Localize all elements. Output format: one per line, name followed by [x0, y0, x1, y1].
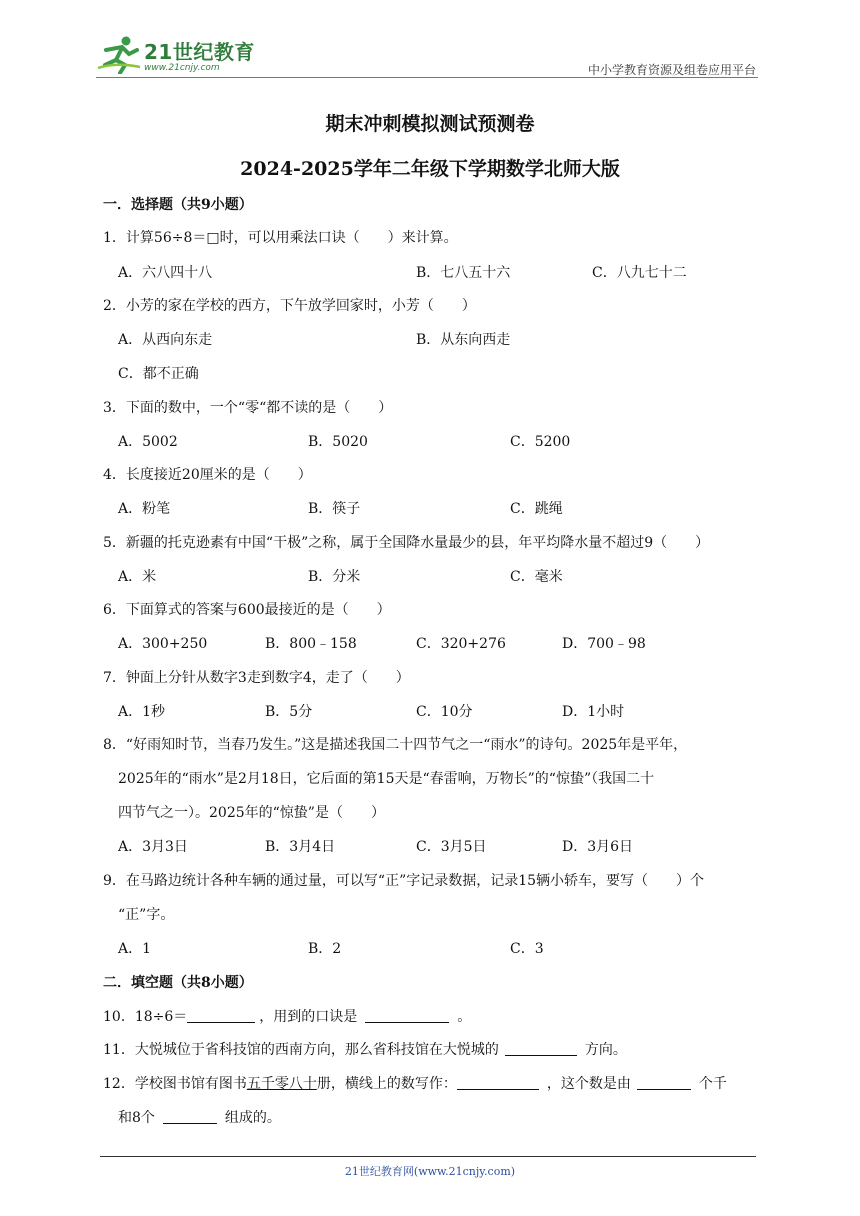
- question-5-stem: 5．新疆的托克逊素有中国“干极”之称，属于全国降水量最少的县，年平均降水量不超过9（ ）: [103, 535, 710, 551]
- question-12-blank-2[interactable]: [637, 1075, 691, 1090]
- question-4-stem: 4．长度接近20厘米的是（ ）: [103, 467, 312, 483]
- question-8-stem-line-2: 2025年的“雨水”是2月18日，它后面的第15天是“春雷响，万物长”的“惊蛰”（我国二十: [118, 771, 655, 787]
- question-6-option-c: C．320+276: [416, 636, 506, 652]
- question-10-blank-2[interactable]: [365, 1008, 449, 1023]
- question-10-text-1: 10．18÷6＝: [103, 1009, 188, 1025]
- question-1-option-b: B．七八五十六: [416, 265, 511, 281]
- question-7-stem: 7．钟面上分针从数字3走到数字4，走了（ ）: [103, 670, 410, 686]
- question-12-text-2: 册，横线上的数写作：: [316, 1076, 457, 1092]
- section-heading-choice: 一．选择题（共9小题）: [103, 197, 253, 213]
- question-11-text-1: 11．大悦城位于省科技馆的西南方向，那么省科技馆在大悦城的: [103, 1042, 499, 1058]
- question-10-blank-1[interactable]: [187, 1008, 255, 1023]
- question-12-text-3: ，这个数是由: [546, 1076, 631, 1092]
- question-1-stem: 1．计算56÷8＝□时，可以用乘法口诀（ ）来计算。: [103, 230, 458, 246]
- question-3-option-c: C．5200: [510, 434, 571, 450]
- question-8-stem-line-1: 8．“好雨知时节，当春乃发生。”这是描述我国二十四节气之一“雨水”的诗句。2025年是平年，: [103, 737, 688, 753]
- question-2-option-a: A．从西向东走: [118, 332, 213, 348]
- question-3-option-a: A．5002: [118, 434, 178, 450]
- section-heading-fill: 二．填空题（共8小题）: [103, 975, 253, 991]
- logo-url-text: www.21cnjy.com: [144, 63, 220, 73]
- question-1-option-a: A．六八四十八: [118, 265, 213, 281]
- question-5-option-c: C．毫米: [510, 569, 563, 585]
- question-12-text-4: 个千: [698, 1076, 727, 1092]
- question-12-text-1: 12．学校图书馆有图书: [103, 1076, 247, 1092]
- footer-divider: [100, 1156, 756, 1157]
- logo-main-text: 21世纪教育: [144, 40, 255, 64]
- question-11-text-2: 方向。: [584, 1042, 627, 1058]
- question-12-text-5: 和8个: [118, 1110, 155, 1126]
- question-9-option-b: B．2: [308, 941, 342, 957]
- header-platform-text: 中小学教育资源及组卷应用平台: [587, 63, 756, 77]
- question-8-option-c: C．3月5日: [416, 839, 487, 855]
- page-subtitle: 2024-2025学年二年级下学期数学北师大版: [240, 158, 620, 180]
- question-10: [103, 1007, 471, 1027]
- question-5-option-b: B．分米: [308, 569, 361, 585]
- question-10-text-2: ，用到的口诀是: [259, 1009, 358, 1025]
- question-12-blank-1[interactable]: [457, 1075, 539, 1090]
- question-9-option-a: A．1: [118, 941, 152, 957]
- page-title: 期末冲刺模拟测试预测卷: [325, 113, 535, 135]
- question-5-option-a: A．米: [118, 569, 157, 585]
- runner-logo-icon: [96, 34, 142, 74]
- question-12-underlined-number: 五千零八十: [246, 1076, 317, 1092]
- question-12-line-1: [103, 1074, 727, 1094]
- question-4-option-c: C．跳绳: [510, 501, 563, 517]
- question-11-blank[interactable]: [505, 1041, 577, 1056]
- question-12-blank-3[interactable]: [163, 1109, 217, 1124]
- question-10-text-3: 。: [457, 1009, 472, 1025]
- question-6-option-b: B．800﹣158: [265, 636, 357, 652]
- question-6-stem: 6．下面算式的答案与600最接近的是（ ）: [103, 602, 391, 618]
- question-12-line-2: [118, 1108, 281, 1128]
- question-8-option-a: A．3月3日: [118, 839, 188, 855]
- site-logo: [96, 34, 255, 74]
- question-8-option-d: D．3月6日: [562, 839, 634, 855]
- question-2-option-c: C．都不正确: [118, 366, 199, 382]
- question-8-option-b: B．3月4日: [265, 839, 336, 855]
- question-9-stem-line-2: “正”字。: [118, 907, 175, 923]
- question-9-option-c: C．3: [510, 941, 544, 957]
- logo-text: [144, 41, 255, 74]
- question-4-option-b: B．筷子: [308, 501, 361, 517]
- question-2-stem: 2．小芳的家在学校的西方，下午放学回家时，小芳（ ）: [103, 298, 476, 314]
- question-6-option-d: D．700﹣98: [562, 636, 646, 652]
- question-6-option-a: A．300+250: [118, 636, 208, 652]
- question-1-option-c: C．八九七十二: [592, 265, 687, 281]
- question-9-stem-line-1: 9．在马路边统计各种车辆的通过量，可以写“正”字记录数据，记录15辆小轿车，要写（ ）个: [103, 873, 705, 889]
- question-12-text-6: 组成的。: [224, 1110, 281, 1126]
- question-11: [103, 1040, 627, 1060]
- page-header: [96, 34, 758, 78]
- question-8-stem-line-3: 四节气之一）。2025年的“惊蛰”是（ ）: [118, 805, 385, 821]
- question-7-option-d: D．1小时: [562, 704, 625, 720]
- question-7-option-a: A．1秒: [118, 704, 166, 720]
- question-7-option-b: B．5分: [265, 704, 313, 720]
- footer-text[interactable]: 21世纪教育网(www.21cnjy.com): [344, 1165, 516, 1178]
- question-7-option-c: C．10分: [416, 704, 473, 720]
- question-4-option-a: A．粉笔: [118, 501, 171, 517]
- question-3-stem: 3．下面的数中，一个“零“都不读的是（ ）: [103, 400, 393, 416]
- question-3-option-b: B．5020: [308, 434, 368, 450]
- question-2-option-b: B．从东向西走: [416, 332, 511, 348]
